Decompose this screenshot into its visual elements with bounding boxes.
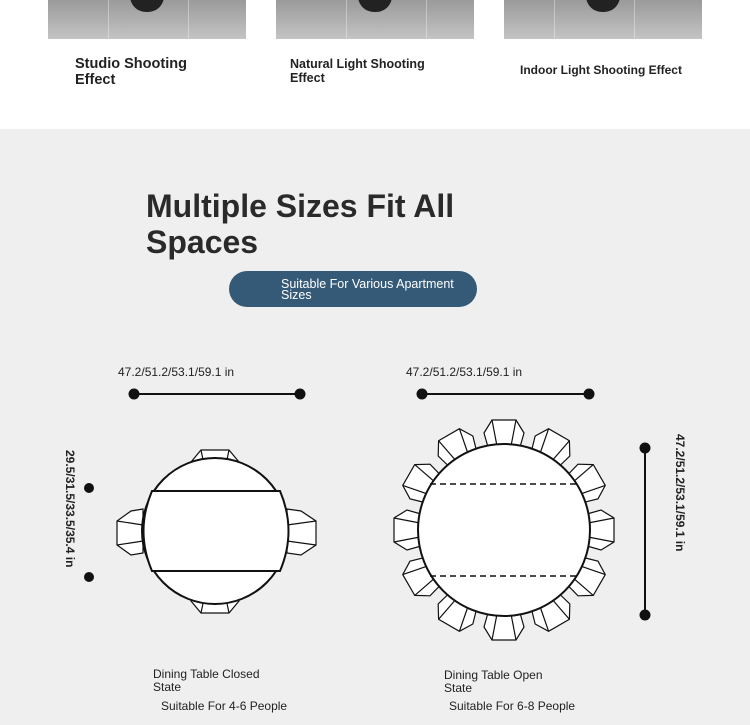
open-capacity-caption: Suitable For 6-8 People [449, 699, 576, 713]
gallery-caption-indoor: Indoor Light Shooting Effect [520, 63, 682, 77]
chair-icon [484, 613, 524, 640]
gallery-caption-studio: Studio Shooting Effect [75, 56, 187, 88]
open-depth-measure [641, 444, 650, 620]
chair-icon [287, 509, 316, 555]
chair-icon [484, 420, 524, 447]
chair-icon [587, 510, 614, 550]
closed-width-label: 47.2/51.2/53.1/59.1 in [118, 365, 235, 379]
open-width-label: 47.2/51.2/53.1/59.1 in [406, 365, 523, 379]
closed-capacity-caption: Suitable For 4-6 People [161, 699, 288, 713]
closed-table-plan [117, 450, 316, 613]
chair-icon [394, 510, 421, 550]
open-table-plan [394, 420, 614, 640]
gallery-caption-natural: Natural Light Shooting Effect [290, 57, 425, 85]
open-depth-label: 47.2/51.2/53.1/59.1 in [673, 434, 687, 552]
chair-icon [117, 509, 143, 555]
open-state-caption: Dining Table Open State [444, 668, 543, 695]
closed-depth-measure [85, 484, 93, 581]
closed-state-caption: Dining Table Closed State [153, 667, 260, 694]
open-width-measure [418, 390, 594, 399]
section-title: Multiple Sizes Fit All Spaces [146, 188, 455, 260]
closed-depth-label: 29.5/31.5/33.5/35.4 in [63, 450, 77, 568]
apartment-size-badge: Suitable For Various Apartment Sizes [229, 271, 477, 307]
closed-width-measure [130, 390, 305, 399]
